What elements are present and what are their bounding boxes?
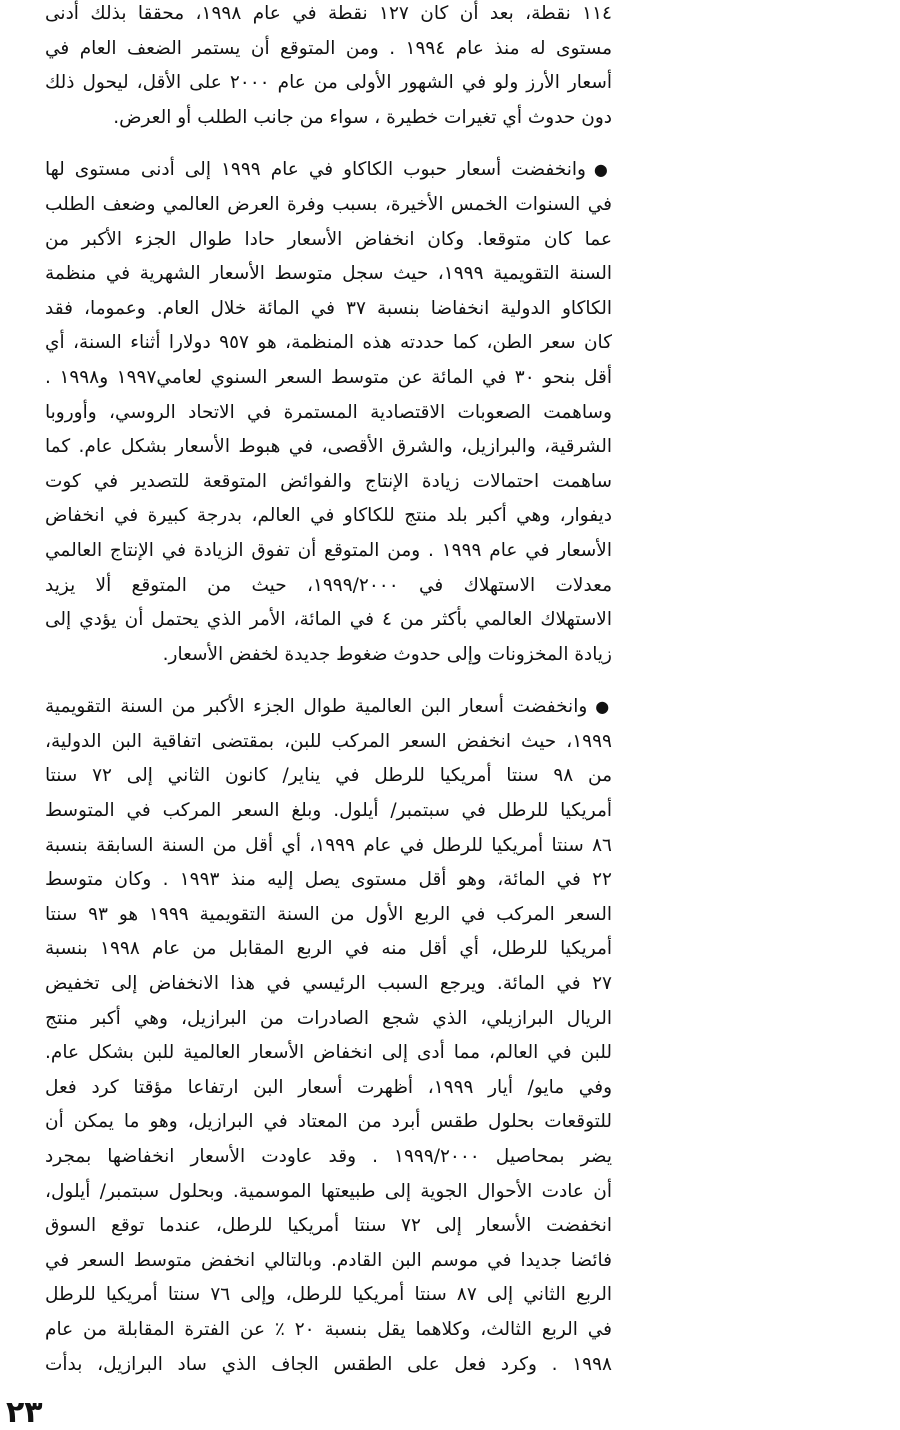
text-line <box>45 1105 612 1140</box>
text-line <box>45 603 612 638</box>
line-text: زيادة المخزونات وإلى حدوث ضغوط جديدة لخفض الأسعار. <box>162 643 612 665</box>
line-text: وساهمت الصعوبات الاقتصادية المستمرة في الاتحاد الروسي، وأوروبا <box>45 401 612 423</box>
line-text: انخفضت الأسعار إلى ٧٢ سنتا أمريكيا للرطل، عندما توقع السوق <box>45 1215 612 1237</box>
line-text: فائضا جديدا في موسم البن القادم. وبالتالي انخفض متوسط السعر في <box>45 1249 612 1271</box>
text-line <box>45 292 612 327</box>
line-text: من ٩٨ سنتا أمريكيا للرطل في يناير/ كانون الثاني إلى ٧٢ سنتا <box>45 765 612 787</box>
text-line <box>45 153 612 188</box>
text-line <box>45 967 612 1002</box>
line-text: للبن في العالم، مما أدى إلى انخفاض الأسعار العالمية للبن بشكل عام. <box>45 1042 612 1064</box>
text-line <box>45 101 612 136</box>
text-line <box>45 1348 612 1383</box>
line-text: وفي مايو/ أيار ١٩٩٩، أظهرت أسعار البن ارتفاعا مؤقتا كرد فعل <box>45 1076 612 1098</box>
text-line <box>45 465 612 500</box>
text-line <box>45 0 612 32</box>
line-text: ١١٤ نقطة، بعد أن كان ١٢٧ نقطة في عام ١٩٩٨، محققا بذلك أدنى <box>45 3 612 24</box>
line-text: ديفوار، وهي أكبر بلد منتج للكاكاو في العالم، بدرجة كبيرة في انخفاض <box>45 505 612 527</box>
line-text: للتوقعات بحلول طقس أبرد من المعتاد في البرازيل، وهو ما يمكن أن <box>45 1111 612 1133</box>
text-line <box>45 1278 612 1313</box>
text-line <box>45 1313 612 1348</box>
line-text: السعر المركب في الربع الأول من السنة التقويمية ١٩٩٩ هو ٩٣ سنتا <box>45 903 612 925</box>
text-line <box>45 1036 612 1071</box>
text-line <box>45 1140 612 1175</box>
line-text: عما كان متوقعا. وكان انخفاض الأسعار حادا طوال الجزء الأكبر من <box>45 228 612 250</box>
bullet-icon: ● <box>595 697 612 717</box>
body-text <box>45 0 612 1382</box>
line-text: مستوى له منذ عام ١٩٩٤ . ومن المتوقع أن يستمر الضعف العام في <box>45 37 612 59</box>
text-line <box>45 223 612 258</box>
text-line <box>45 569 612 604</box>
text-line <box>45 725 612 760</box>
paragraph <box>45 153 612 672</box>
line-text: ١٩٩٨ . وكرد فعل على الطقس الجاف الذي ساد البرازيل، بدأت <box>45 1353 612 1375</box>
text-line <box>45 1209 612 1244</box>
text-line <box>45 361 612 396</box>
text-line <box>45 1002 612 1037</box>
text-line <box>45 863 612 898</box>
line-text: أمريكيا للرطل في سبتمبر/ أيلول. وبلغ السعر المركب في المتوسط <box>45 800 612 822</box>
line-text: الأسعار في عام ١٩٩٩ . ومن المتوقع أن تفوق الزيادة في الإنتاج العالمي <box>45 539 612 561</box>
text-line <box>45 690 612 725</box>
text-line <box>45 638 612 673</box>
paragraph <box>45 690 612 1382</box>
line-text: وانخفضت أسعار حبوب الكاكاو في عام ١٩٩٩ إلى أدنى مستوى لها <box>45 159 586 181</box>
line-text: ١٩٩٩، حيث انخفض السعر المركب للبن، بمقتضى اتفاقية البن الدولية، <box>45 730 612 752</box>
line-text: أمريكيا للرطل، أي أقل منه في الربع المقابل من عام ١٩٩٨ بنسبة <box>45 938 612 960</box>
text-line <box>45 1175 612 1210</box>
text-line <box>45 898 612 933</box>
text-line <box>45 188 612 223</box>
line-text: دون حدوث أي تغيرات خطيرة ، سواء من جانب الطلب أو العرض. <box>113 106 612 128</box>
line-text: وانخفضت أسعار البن العالمية طوال الجزء الأكبر من السنة التقويمية <box>45 696 588 718</box>
line-text: في السنوات الخمس الأخيرة، بسبب وفرة العرض العالمي وضعف الطلب <box>45 193 612 215</box>
line-text: أن عادت الأحوال الجوية إلى طبيعتها الموسمية. وبحلول سبتمبر/ أيلول، <box>45 1180 612 1202</box>
line-text: يضر بمحاصيل ١٩٩٩/٢٠٠٠ . وقد عاودت الأسعار انخفاضها بمجرد <box>45 1146 612 1167</box>
text-line <box>45 257 612 292</box>
line-text: السنة التقويمية ١٩٩٩، حيث سجل متوسط الأسعار الشهرية في منظمة <box>45 263 612 285</box>
line-text: أقل بنحو ٣٠ في المائة عن متوسط السعر السنوي لعامي١٩٩٧ و١٩٩٨ . <box>45 366 612 388</box>
text-line <box>45 396 612 431</box>
line-text: الاستهلاك العالمي بأكثر من ٤ في المائة، الأمر الذي يحتمل أن يؤدي إلى <box>45 609 612 631</box>
line-text: ساهمت احتمالات زيادة الإنتاج والفوائض المتوقعة للتصدير في كوت <box>45 470 612 492</box>
line-text: ٢٢ في المائة، وهو أقل مستوى يصل إليه منذ ١٩٩٣ . وكان متوسط <box>45 869 612 891</box>
line-text: كان سعر الطن، كما حددته هذه المنظمة، هو ٩٥٧ دولارا أثناء السنة، أي <box>45 332 612 354</box>
text-line <box>45 932 612 967</box>
line-text: الربع الثاني إلى ٨٧ سنتا أمريكيا للرطل، وإلى ٧٦ سنتا أمريكيا للرطل <box>45 1284 612 1306</box>
text-line <box>45 499 612 534</box>
text-line <box>45 66 612 101</box>
text-line <box>45 534 612 569</box>
text-line <box>45 326 612 361</box>
text-line <box>45 430 612 465</box>
text-line <box>45 1071 612 1106</box>
text-line <box>45 32 612 67</box>
line-text: الشرقية، والبرازيل، والشرق الأقصى، في هبوط الأسعار بشكل عام. كما <box>45 436 612 458</box>
text-line <box>45 794 612 829</box>
line-text: الريال البرازيلي، الذي شجع الصادرات من البرازيل، وهي أكبر منتج <box>45 1007 612 1029</box>
text-line <box>45 759 612 794</box>
line-text: أسعار الأرز ولو في الشهور الأولى من عام ٢٠٠٠ على الأقل، ليحول ذلك <box>45 72 612 94</box>
line-text: الكاكاو الدولية انخفاضا بنسبة ٣٧ في المائة خلال العام. وعموما، فقد <box>45 297 612 319</box>
line-text: ٨٦ سنتا أمريكيا للرطل في عام ١٩٩٩، أي أقل من السنة السابقة بنسبة <box>45 834 612 856</box>
text-line <box>45 829 612 864</box>
text-line <box>45 1244 612 1279</box>
paragraph <box>45 0 612 135</box>
bullet-icon: ● <box>593 160 612 180</box>
line-text: في الربع الثالث، وكلاهما يقل بنسبة ٢٠ ٪ عن الفترة المقابلة من عام <box>45 1318 612 1340</box>
page-number: ٢٣ <box>6 1395 43 1430</box>
line-text: ٢٧ في المائة. ويرجع السبب الرئيسي في هذا الانخفاض إلى تخفيض <box>45 973 612 995</box>
line-text: معدلات الاستهلاك في ١٩٩٩/٢٠٠٠، حيث من المتوقع ألا يزيد <box>45 574 612 596</box>
